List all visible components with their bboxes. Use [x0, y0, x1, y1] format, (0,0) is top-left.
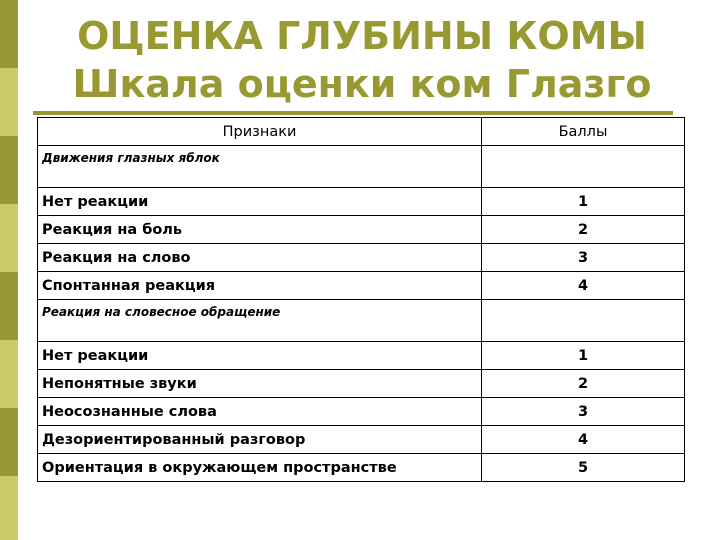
sign-label: Реакция на боль [38, 216, 482, 244]
score-value: 3 [482, 244, 685, 272]
sign-label: Спонтанная реакция [38, 272, 482, 300]
header-points: Баллы [482, 118, 685, 146]
table-row [38, 398, 685, 426]
score-value [482, 146, 685, 188]
sidebar-block [0, 68, 18, 136]
section-row [38, 300, 685, 342]
sign-label: Неосознанные слова [38, 398, 482, 426]
sign-label: Нет реакции [38, 342, 482, 370]
table-header-row [38, 118, 685, 146]
score-value: 3 [482, 398, 685, 426]
section-label: Реакция на словесное обращение [38, 300, 482, 342]
score-value: 2 [482, 216, 685, 244]
sign-label: Дезориентированный разговор [38, 426, 482, 454]
slide-title [22, 12, 702, 108]
sign-label: Реакция на слово [38, 244, 482, 272]
table-row [38, 454, 685, 482]
table-row [38, 216, 685, 244]
table-row [38, 244, 685, 272]
sidebar-block [0, 0, 18, 68]
score-value [482, 300, 685, 342]
sidebar-block [0, 136, 18, 204]
section-row [38, 146, 685, 188]
title-underline [33, 111, 673, 115]
score-value: 1 [482, 342, 685, 370]
sidebar-block [0, 204, 18, 272]
sign-label: Ориентация в окружающем пространстве [38, 454, 482, 482]
table-row [38, 272, 685, 300]
score-value: 1 [482, 188, 685, 216]
score-value: 4 [482, 426, 685, 454]
decorative-sidebar [0, 0, 18, 540]
sidebar-block [0, 476, 18, 540]
sidebar-block [0, 340, 18, 408]
title-line-2: Шкала оценки ком Глазго [72, 62, 652, 106]
score-value: 5 [482, 454, 685, 482]
glasgow-scale-table [37, 117, 685, 482]
score-value: 4 [482, 272, 685, 300]
score-value: 2 [482, 370, 685, 398]
title-line-1: ОЦЕНКА ГЛУБИНЫ КОМЫ [77, 14, 647, 58]
sidebar-block [0, 272, 18, 340]
table-row [38, 370, 685, 398]
sign-label: Непонятные звуки [38, 370, 482, 398]
sidebar-block [0, 408, 18, 476]
section-label: Движения глазных яблок [38, 146, 482, 188]
table-row [38, 426, 685, 454]
table-row [38, 342, 685, 370]
table-row [38, 188, 685, 216]
sign-label: Нет реакции [38, 188, 482, 216]
header-signs: Признаки [38, 118, 482, 146]
